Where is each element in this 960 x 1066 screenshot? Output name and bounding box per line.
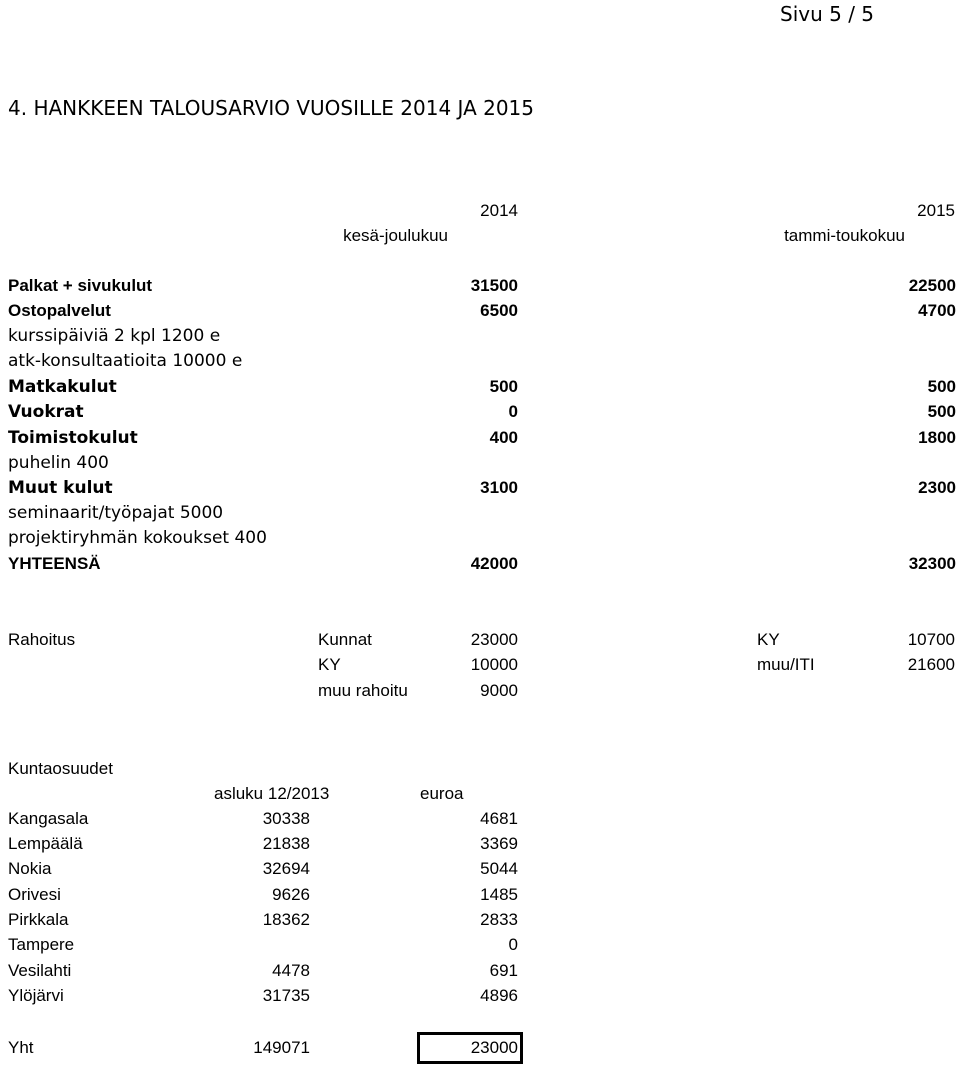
budget-row-2014: 31500	[470, 276, 518, 295]
budget-row-label: projektiryhmän kokoukset 400	[8, 528, 267, 548]
municipality-euro: 0	[508, 935, 518, 954]
budget-row-label: Ostopalvelut	[8, 301, 111, 320]
year-2014-header: 2014	[480, 201, 518, 220]
funding-left-value: 23000	[470, 630, 518, 649]
municipality-name: Lempäälä	[8, 834, 83, 853]
budget-row-2015: 2300	[918, 478, 956, 497]
page-number: Sivu 5 / 5	[780, 2, 875, 26]
municipality-name: Vesilahti	[8, 961, 72, 980]
municipality-population: 32694	[262, 859, 310, 878]
year-2015-header: 2015	[917, 201, 955, 220]
budget-total-label: YHTEENSÄ	[8, 554, 101, 573]
budget-row-2014: 500	[489, 377, 518, 396]
budget-row-label: puhelin 400	[8, 453, 109, 473]
budget-row-2014: 0	[508, 402, 518, 421]
section-heading: 4. HANKKEEN TALOUSARVIO VUOSILLE 2014 JA 2015	[8, 96, 535, 120]
municipality-population: 9626	[272, 885, 310, 904]
budget-row-label: Muut kulut	[8, 478, 113, 498]
funding-left-label: Kunnat	[318, 630, 372, 649]
municipality-name: Kangasala	[8, 809, 89, 828]
budget-row-2014: 6500	[480, 301, 518, 320]
col-population-header: asluku 12/2013	[214, 784, 330, 803]
period-2014-header: kesä-joulukuu	[343, 226, 448, 245]
funding-left-value: 10000	[470, 655, 518, 674]
municipality-name: Nokia	[8, 859, 52, 878]
budget-row-2015: 22500	[908, 276, 956, 295]
budget-row-2015: 4700	[918, 301, 956, 320]
funding-right-value: 21600	[907, 655, 955, 674]
budget-row-2014: 400	[489, 428, 518, 447]
municipality-population: 4478	[272, 961, 310, 980]
municipality-euro: 1485	[480, 885, 518, 904]
municipal-title: Kuntaosuudet	[8, 759, 113, 778]
municipality-name: Orivesi	[8, 885, 61, 904]
municipal-total-label: Yht	[8, 1038, 34, 1057]
funding-title: Rahoitus	[8, 630, 76, 649]
budget-row-2014: 3100	[480, 478, 518, 497]
municipality-population: 31735	[262, 986, 310, 1005]
col-euro-header: euroa	[420, 784, 464, 803]
funding-left-label: muu rahoitu	[318, 681, 408, 700]
budget-row-label: atk-konsultaatioita 10000 e	[8, 351, 243, 371]
municipality-euro: 4681	[480, 809, 518, 828]
municipality-euro: 4896	[480, 986, 518, 1005]
funding-right-label: KY	[757, 630, 780, 649]
budget-total-2014: 42000	[470, 554, 518, 573]
funding-left-label: KY	[318, 655, 341, 674]
municipality-population: 30338	[262, 809, 310, 828]
budget-row-2015: 500	[927, 377, 956, 396]
municipality-name: Pirkkala	[8, 910, 69, 929]
municipality-population: 18362	[262, 910, 310, 929]
budget-row-2015: 1800	[918, 428, 956, 447]
municipality-name: Tampere	[8, 935, 75, 954]
budget-row-label: Vuokrat	[8, 402, 84, 422]
funding-right-value: 10700	[907, 630, 955, 649]
budget-row-label: Matkakulut	[8, 377, 117, 397]
municipality-euro: 3369	[480, 834, 518, 853]
municipal-total-euro: 23000	[470, 1038, 518, 1057]
budget-total-2015: 32300	[908, 554, 956, 573]
municipality-euro: 2833	[480, 910, 518, 929]
municipality-population: 21838	[262, 834, 310, 853]
budget-row-2015: 500	[927, 402, 956, 421]
municipality-euro: 691	[489, 961, 518, 980]
funding-right-label: muu/ITI	[757, 655, 815, 674]
funding-left-value: 9000	[480, 681, 518, 700]
budget-row-label: Palkat + sivukulut	[8, 276, 153, 295]
period-2015-header: tammi-toukokuu	[784, 226, 905, 245]
budget-row-label: Toimistokulut	[8, 428, 138, 448]
municipality-euro: 5044	[480, 859, 518, 878]
municipal-total-population: 149071	[253, 1038, 310, 1057]
municipality-name: Ylöjärvi	[8, 986, 64, 1005]
budget-row-label: seminaarit/työpajat 5000	[8, 503, 224, 523]
budget-row-label: kurssipäiviä 2 kpl 1200 e	[8, 326, 221, 346]
